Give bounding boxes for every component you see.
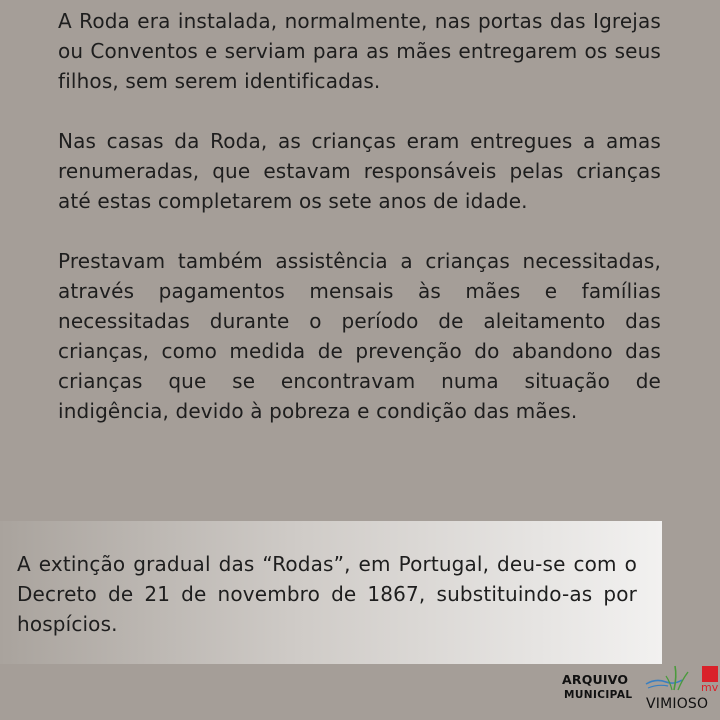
logo-line-arquivo: ARQUIVO — [562, 672, 629, 687]
arquivo-municipal-logo — [562, 664, 720, 720]
callout-box — [0, 521, 662, 664]
vimioso-emblem-icon — [644, 664, 720, 694]
body-text — [58, 6, 661, 456]
paragraph-assistencia: Prestavam também assistência a crianças necessitadas, através pagamentos mensais às mães e famílias necessitadas durante o período de aleitamento das crianças, como medida de prevenção do abandono das crianças que se encontravam numa situação de indigência, devido à pobreza e condição das mães. — [58, 249, 661, 423]
logo-place-vimioso: VIMIOSO — [646, 696, 709, 712]
logo-mark-text: mv — [701, 681, 719, 694]
callout-text: A extinção gradual das “Rodas”, em Portugal, deu-se com o Decreto de 21 de novembro de 1867, substituindo-as por hospícios. — [17, 552, 637, 636]
paragraph-roda-installation: A Roda era instalada, normalmente, nas portas das Igrejas ou Conventos e serviam para as mães entregarem os seus filhos, sem serem identificadas. — [58, 9, 661, 93]
logo-line-municipal: MUNICIPAL — [564, 689, 633, 701]
paragraph-casas-da-roda: Nas casas da Roda, as crianças eram entregues a amas renumeradas, que estavam responsáveis pelas crianças até estas completarem os sete anos de idade. — [58, 129, 661, 213]
